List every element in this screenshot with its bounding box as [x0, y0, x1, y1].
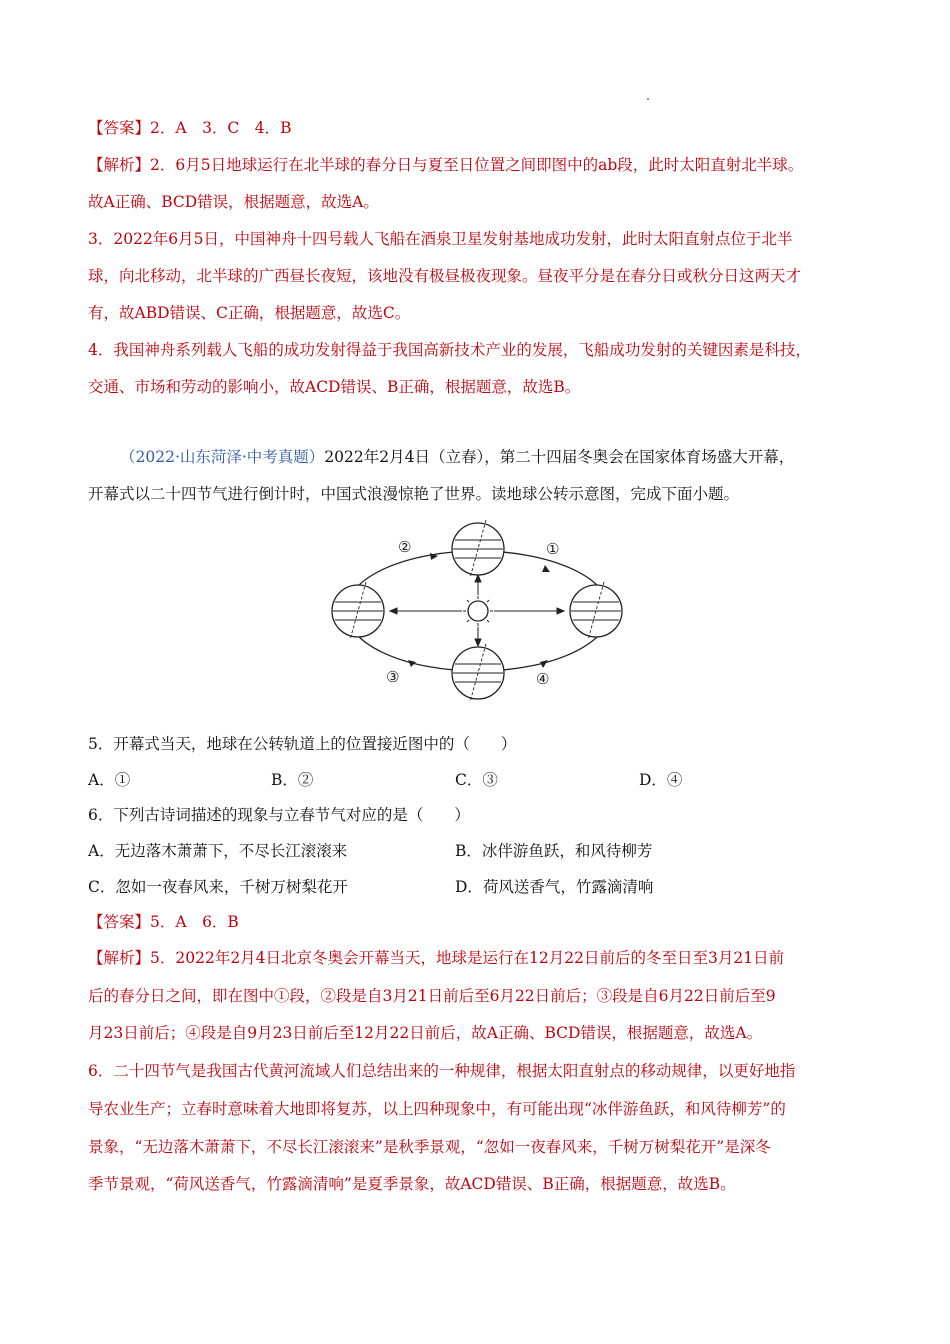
- analysis2-line-2: 后的春分日之间，即在图中①段，②段是自3月21日前后至6月22日前后；③段是自6月22日前后至9: [88, 987, 776, 1005]
- q6-option-b[interactable]: B．冰伴游鱼跃，和风待柳芳: [455, 842, 653, 860]
- analysis-line-1: [88, 154, 803, 176]
- question-source: （2022·山东菏泽·中考真题）: [120, 448, 325, 466]
- analysis-tag: 【解析】: [88, 156, 151, 174]
- question-intro-line-2: 开幕式以二十四节气进行倒计时，中国式浪漫惊艳了世界。读地球公转示意图，完成下面小题。: [88, 485, 740, 503]
- diagram-label-4: ④: [536, 670, 550, 688]
- analysis2-line-7: 季节景观，“荷风送香气，竹露滴清响”是夏季景象，故ACD错误、B正确，根据题意，故选B。: [88, 1175, 736, 1193]
- q6-option-c[interactable]: C．忽如一夜春风来，千树万树梨花开: [88, 878, 348, 896]
- q5-option-b[interactable]: B．②: [271, 771, 314, 789]
- diagram-label-1: ①: [546, 540, 560, 558]
- sun-icon: [463, 596, 493, 626]
- analysis-line-2: 故A正确、BCD错误，根据题意，故选A。: [88, 193, 379, 211]
- q5-option-c[interactable]: C．③: [455, 771, 498, 789]
- analysis2-line-4: 6．二十四节气是我国古代黄河流域人们总结出来的一种规律，根据太阳直射点的移动规律，以更好地指: [88, 1062, 796, 1080]
- q5-stem: 5．开幕式当天，地球在公转轨道上的位置接近图中的（ ）: [88, 735, 517, 753]
- analysis-text: 2．6月5日地球运行在北半球的春分日与夏至日位置之间即图中的ab段，此时太阳直射北半球。: [150, 156, 804, 174]
- analysis2-line-6: 景象，“无边落木萧萧下，不尽长江滚滚来”是秋季景观，“忽如一夜春风来，千树万树梨花开”是深冬: [88, 1138, 771, 1156]
- analysis-line-3: 3．2022年6月5日，中国神舟十四号载人飞船在酒泉卫星发射基地成功发射，此时太阳直射点位于北半: [88, 230, 793, 248]
- q6-stem: 6．下列古诗词描述的现象与立春节气对应的是（ ）: [88, 806, 470, 824]
- answer-text: 5．A 6．B: [150, 913, 239, 931]
- answer-text: 2．A 3．C 4．B: [150, 119, 292, 137]
- analysis-tag: 【解析】: [88, 949, 151, 967]
- page-speck: [647, 98, 649, 100]
- answer-tag: 【答案】: [88, 119, 151, 137]
- diagram-label-3: ③: [386, 668, 400, 686]
- question-intro-text: 2022年2月4日（立春），第二十四届冬奥会在国家体育场盛大开幕，: [324, 448, 795, 466]
- q5-option-a[interactable]: A．①: [88, 771, 131, 789]
- analysis-line-4: 球，向北移动，北半球的广西昼长夜短，该地没有极昼极夜现象。昼夜平分是在春分日或秋分日这两天才: [88, 267, 802, 285]
- answer-tag: 【答案】: [88, 913, 151, 931]
- q6-option-a[interactable]: A．无边落木萧萧下，不尽长江滚滚来: [88, 842, 348, 860]
- analysis-line-6: 4．我国神舟系列载人飞船的成功发射得益于我国高新技术产业的发展，飞船成功发射的关键因素是科技，: [88, 341, 811, 359]
- q5-option-d[interactable]: D．④: [639, 771, 683, 789]
- analysis-line-7: 交通、市场和劳动的影响小，故ACD错误、B正确，根据题意，故选B。: [88, 378, 581, 396]
- analysis2-line-1: [88, 947, 784, 969]
- question-intro-line-1: [120, 446, 794, 468]
- analysis2-line-5: 导农业生产；立春时意味着大地即将复苏，以上四种现象中，有可能出现“冰伴游鱼跃，和风待柳芳”的: [88, 1100, 786, 1118]
- earth-revolution-diagram: [318, 512, 636, 710]
- answer-line-2: [88, 911, 239, 933]
- analysis2-line-3: 月23日前后；④段是自9月23日前后至12月22日前后，故A正确、BCD错误，根据题意，故选A。: [88, 1024, 763, 1042]
- answer-line-1: [88, 117, 292, 139]
- analysis-line-5: 有，故ABD错误、C正确，根据题意，故选C。: [88, 304, 411, 322]
- analysis-text: 5．2022年2月4日北京冬奥会开幕当天，地球是运行在12月22日前后的冬至日至3月21日前: [150, 949, 785, 967]
- diagram-label-2: ②: [398, 538, 412, 556]
- q6-option-d[interactable]: D．荷风送香气，竹露滴清响: [455, 878, 654, 896]
